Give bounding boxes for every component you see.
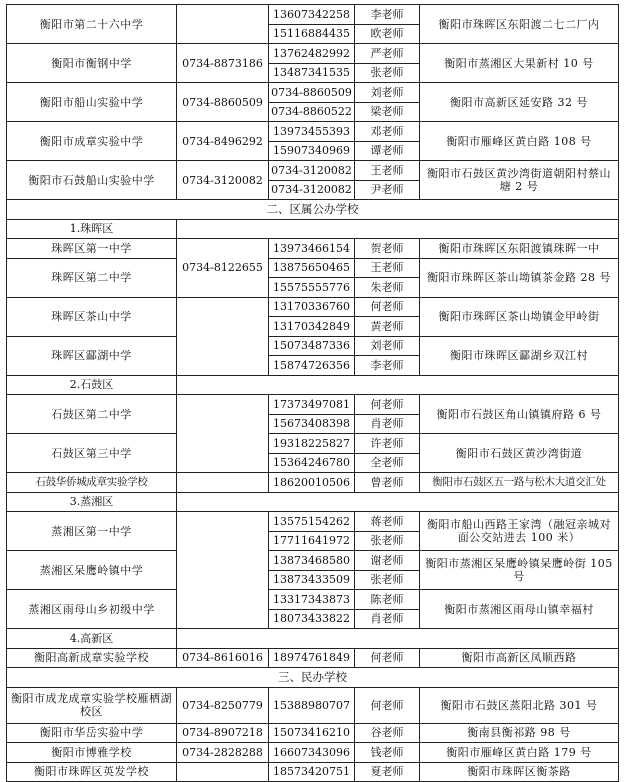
mobile-phone: 18073433822 xyxy=(269,609,355,629)
teacher-name: 何老师 xyxy=(355,648,420,668)
mobile-phone: 13973466154 xyxy=(269,239,355,259)
table-row xyxy=(7,648,619,668)
mobile-phone: 18573420751 xyxy=(269,762,355,782)
district-heading: 1.珠晖区 xyxy=(7,219,177,239)
office-phone: 0734-8496292 xyxy=(177,122,269,161)
teacher-name: 肖老师 xyxy=(355,414,420,434)
school-name: 蒸湘区第一中学 xyxy=(7,512,177,551)
district-row xyxy=(7,492,619,512)
mobile-phone: 0734-3120082 xyxy=(269,161,355,181)
teacher-name: 陈老师 xyxy=(355,590,420,610)
table-row xyxy=(7,512,619,532)
mobile-phone: 16607343096 xyxy=(269,743,355,763)
mobile-phone: 13575154262 xyxy=(269,512,355,532)
school-address: 衡阳市珠晖区东阳渡二七二厂内 xyxy=(420,5,619,44)
school-address: 衡阳市石鼓区黄沙湾街道朝阳村蔡山塘 2 号 xyxy=(420,161,619,200)
table-row xyxy=(7,762,619,782)
school-address: 衡阳市珠晖区茶山坳镇茶金路 28 号 xyxy=(420,258,619,297)
school-address: 衡阳市石鼓区角山镇镇府路 6 号 xyxy=(420,395,619,434)
school-name: 衡阳市石鼓船山实验中学 xyxy=(7,161,177,200)
office-phone xyxy=(177,297,269,375)
mobile-phone: 15874726356 xyxy=(269,356,355,376)
school-name: 衡阳市衡钢中学 xyxy=(7,44,177,83)
school-name: 衡阳高新成章实验学校 xyxy=(7,648,177,668)
empty-cell xyxy=(177,492,619,512)
teacher-name: 欧老师 xyxy=(355,24,420,44)
mobile-phone: 0734-3120082 xyxy=(269,180,355,200)
school-name: 石鼓区第三中学 xyxy=(7,434,177,473)
mobile-phone: 18620010506 xyxy=(269,473,355,493)
school-address: 衡阳市蒸湘区大果新村 10 号 xyxy=(420,44,619,83)
teacher-name: 谭老师 xyxy=(355,141,420,161)
table-row xyxy=(7,161,619,181)
school-name: 石鼓区第二中学 xyxy=(7,395,177,434)
teacher-name: 贺老师 xyxy=(355,239,420,259)
school-name: 衡阳市成章实验中学 xyxy=(7,122,177,161)
table-row xyxy=(7,83,619,103)
teacher-name: 谷老师 xyxy=(355,723,420,743)
mobile-phone: 13317343873 xyxy=(269,590,355,610)
district-heading: 3.蒸湘区 xyxy=(7,492,177,512)
district-row xyxy=(7,629,619,649)
mobile-phone: 13487341535 xyxy=(269,63,355,83)
section-row xyxy=(7,668,619,688)
mobile-phone: 15575555776 xyxy=(269,278,355,298)
mobile-phone: 19318225827 xyxy=(269,434,355,454)
mobile-phone: 13170342849 xyxy=(269,317,355,337)
school-address: 衡阳市蒸湘区呆鹰岭镇呆鹰岭街 105 号 xyxy=(420,551,619,590)
office-phone xyxy=(177,395,269,473)
table-row xyxy=(7,551,619,571)
table-row xyxy=(7,258,619,278)
teacher-name: 梁老师 xyxy=(355,102,420,122)
teacher-name: 蒋老师 xyxy=(355,512,420,532)
mobile-phone: 13170336760 xyxy=(269,297,355,317)
office-phone: 0734-8860509 xyxy=(177,83,269,122)
teacher-name: 何老师 xyxy=(355,297,420,317)
teacher-name: 全老师 xyxy=(355,453,420,473)
teacher-name: 刘老师 xyxy=(355,83,420,103)
table-row xyxy=(7,687,619,723)
teacher-name: 张老师 xyxy=(355,570,420,590)
office-phone xyxy=(177,5,269,44)
office-phone: 0734-8907218 xyxy=(177,723,269,743)
section-heading: 二、区属公办学校 xyxy=(7,200,619,220)
district-row xyxy=(7,375,619,395)
section-heading: 三、民办学校 xyxy=(7,668,619,688)
teacher-name: 钱老师 xyxy=(355,743,420,763)
school-address: 衡阳市高新区延安路 32 号 xyxy=(420,83,619,122)
teacher-name: 王老师 xyxy=(355,161,420,181)
office-phone xyxy=(177,473,269,493)
table-row xyxy=(7,5,619,25)
school-name: 珠晖区茶山中学 xyxy=(7,297,177,336)
section-row xyxy=(7,200,619,220)
teacher-name: 王老师 xyxy=(355,258,420,278)
office-phone: 0734-8250779 xyxy=(177,687,269,723)
mobile-phone: 13973455393 xyxy=(269,122,355,142)
school-address: 衡阳市蒸湘区雨母山镇幸福村 xyxy=(420,590,619,629)
empty-cell xyxy=(177,219,619,239)
school-name: 蒸湘区呆鹰岭镇中学 xyxy=(7,551,177,590)
teacher-name: 严老师 xyxy=(355,44,420,64)
teacher-name: 尹老师 xyxy=(355,180,420,200)
school-name: 衡阳市成龙成章实验学校雁栖湖校区 xyxy=(7,687,177,723)
office-phone: 0734-8122655 xyxy=(177,239,269,298)
school-address: 衡阳市石鼓区五一路与松木大道交汇处 xyxy=(420,473,619,493)
table-row xyxy=(7,434,619,454)
district-heading: 2.石鼓区 xyxy=(7,375,177,395)
mobile-phone: 18974761849 xyxy=(269,648,355,668)
school-name: 蒸湘区雨母山乡初级中学 xyxy=(7,590,177,629)
teacher-name: 许老师 xyxy=(355,434,420,454)
school-name: 珠晖区酃湖中学 xyxy=(7,336,177,375)
mobile-phone: 15907340969 xyxy=(269,141,355,161)
table-row xyxy=(7,297,619,317)
mobile-phone: 15388980707 xyxy=(269,687,355,723)
mobile-phone: 15364246780 xyxy=(269,453,355,473)
teacher-name: 朱老师 xyxy=(355,278,420,298)
mobile-phone: 15073487336 xyxy=(269,336,355,356)
teacher-name: 张老师 xyxy=(355,63,420,83)
school-name: 珠晖区第二中学 xyxy=(7,258,177,297)
table-row xyxy=(7,336,619,356)
school-address: 衡阳市船山西路王家湾（融冠亲城对面公交站进去 100 米） xyxy=(420,512,619,551)
school-address: 衡阳市珠晖区东阳渡镇珠晖一中 xyxy=(420,239,619,259)
teacher-name: 肖老师 xyxy=(355,609,420,629)
school-name: 珠晖区第一中学 xyxy=(7,239,177,259)
school-name: 衡阳市船山实验中学 xyxy=(7,83,177,122)
school-address: 衡阳市雁峰区黄白路 179 号 xyxy=(420,743,619,763)
mobile-phone: 13873433509 xyxy=(269,570,355,590)
office-phone: 0734-3120082 xyxy=(177,161,269,200)
school-name: 石鼓华侨城成章实验学校 xyxy=(7,473,177,493)
teacher-name: 黄老师 xyxy=(355,317,420,337)
school-address: 衡阳市珠晖区茶山坳镇金甲岭街 xyxy=(420,297,619,336)
table-row xyxy=(7,590,619,610)
teacher-name: 谢老师 xyxy=(355,551,420,571)
school-name: 衡阳市华岳实验中学 xyxy=(7,723,177,743)
mobile-phone: 0734-8860509 xyxy=(269,83,355,103)
school-address: 衡阳市石鼓区蒸阳北路 301 号 xyxy=(420,687,619,723)
table-row xyxy=(7,395,619,415)
teacher-name: 刘老师 xyxy=(355,336,420,356)
teacher-name: 张老师 xyxy=(355,531,420,551)
teacher-name: 何老师 xyxy=(355,687,420,723)
school-address: 衡阳市珠晖区酃湖乡双江村 xyxy=(420,336,619,375)
office-phone: 0734-2828288 xyxy=(177,743,269,763)
school-address: 衡南县衡祁路 98 号 xyxy=(420,723,619,743)
school-name: 衡阳市珠晖区英发学校 xyxy=(7,762,177,782)
teacher-name: 曾老师 xyxy=(355,473,420,493)
empty-cell xyxy=(177,375,619,395)
office-phone xyxy=(177,512,269,629)
teacher-name: 邓老师 xyxy=(355,122,420,142)
mobile-phone: 17373497081 xyxy=(269,395,355,415)
mobile-phone: 15673408398 xyxy=(269,414,355,434)
office-phone: 0734-8616016 xyxy=(177,648,269,668)
table-row xyxy=(7,44,619,64)
mobile-phone: 17711641972 xyxy=(269,531,355,551)
teacher-name: 李老师 xyxy=(355,356,420,376)
teacher-name: 夏老师 xyxy=(355,762,420,782)
mobile-phone: 15073416210 xyxy=(269,723,355,743)
table-row xyxy=(7,473,619,493)
school-address: 衡阳市珠晖区衡茶路 xyxy=(420,762,619,782)
table-row xyxy=(7,743,619,763)
table-row xyxy=(7,122,619,142)
teacher-name: 李老师 xyxy=(355,5,420,25)
office-phone: 0734-8873186 xyxy=(177,44,269,83)
mobile-phone: 13875650465 xyxy=(269,258,355,278)
school-contact-table xyxy=(6,4,619,782)
school-name: 衡阳市第二十六中学 xyxy=(7,5,177,44)
mobile-phone: 15116884435 xyxy=(269,24,355,44)
district-heading: 4.高新区 xyxy=(7,629,177,649)
empty-cell xyxy=(177,629,619,649)
mobile-phone: 0734-8860522 xyxy=(269,102,355,122)
table-row xyxy=(7,239,619,259)
teacher-name: 何老师 xyxy=(355,395,420,415)
district-row xyxy=(7,219,619,239)
school-name: 衡阳市博雅学校 xyxy=(7,743,177,763)
school-address: 衡阳市石鼓区黄沙湾街道 xyxy=(420,434,619,473)
mobile-phone: 13607342258 xyxy=(269,5,355,25)
office-phone xyxy=(177,762,269,782)
mobile-phone: 13873468580 xyxy=(269,551,355,571)
table-row xyxy=(7,723,619,743)
school-address: 衡阳市高新区凤顺西路 xyxy=(420,648,619,668)
school-address: 衡阳市雁峰区黄白路 108 号 xyxy=(420,122,619,161)
mobile-phone: 13762482992 xyxy=(269,44,355,64)
